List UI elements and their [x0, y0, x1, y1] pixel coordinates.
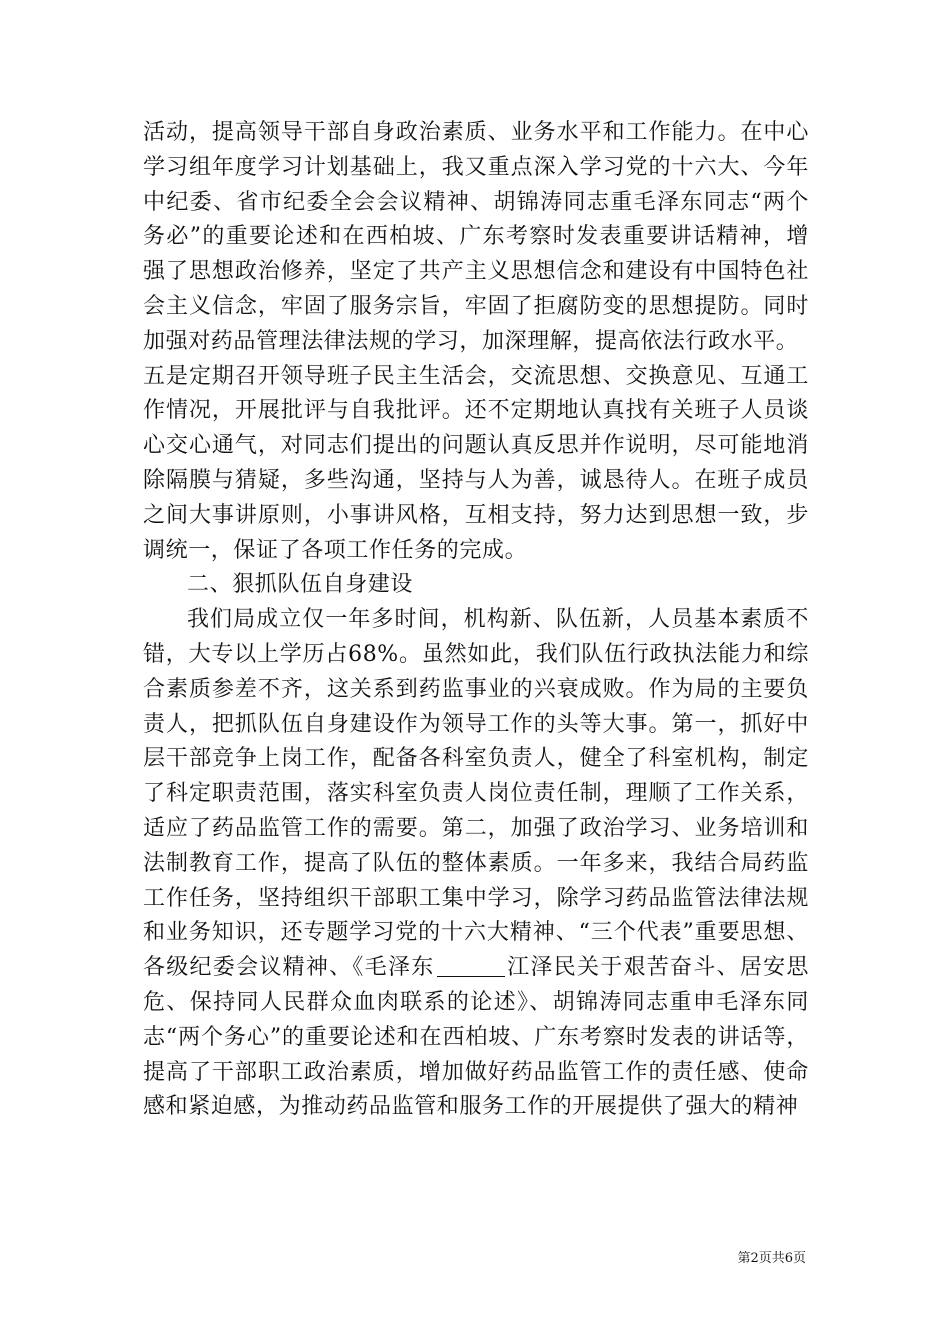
- paragraph-team-building: [143, 603, 809, 1125]
- section-heading-team-building: 二、狠抓队伍自身建设: [187, 572, 414, 598]
- page-number-footer: 第2页共6页: [737, 1251, 806, 1266]
- document-body: [143, 116, 809, 1125]
- paragraph-team-building-part-2: 江泽民关于艰苦奋斗、居安思危、保持同人民群众血肉联系的论述》、胡锦涛同志重申毛泽东同志“两个务心”的重要论述和在西柏坡、广东考察时发表的讲话等，提高了干部职工政治素质，增加做好药品监管工作的责任感、使命感和紧迫感，为推动药品监管和服务工作的开展提供了强大的精神: [143, 955, 809, 1120]
- paragraph-study-activities: 活动，提高领导干部自身政治素质、业务水平和工作能力。在中心学习组年度学习计划基础上，我又重点深入学习党的十六大、今年中纪委、省市纪委全会会议精神、胡锦涛同志重毛泽东同志“两个务必”的重要论述和在西柏坡、广东考察时发表重要讲话精神，增强了思想政治修养，坚定了共产主义思想信念和建设有中国特色社会主义信念，牢固了服务宗旨，牢固了拒腐防变的思想提防。同时加强对药品管理法律法规的学习，加深理解，提高依法行政水平。: [143, 120, 809, 354]
- blank-underline: [437, 956, 505, 977]
- paragraph-democratic-meeting: 五是定期召开领导班子民主生活会，交流思想、交换意见、互通工作情况，开展批评与自我批评。还不定期地认真找有关班子人员谈心交心通气，对同志们提出的问题认真反思并作说明，尽可能地消除隔膜与猜疑，多些沟通，坚持与人为善，诚恳待人。在班子成员之间大事讲原则，小事讲风格，互相支持，努力达到思想一致，步调统一，保证了各项工作任务的完成。: [143, 363, 809, 563]
- paragraph-team-building-part-1: 我们局成立仅一年多时间，机构新、队伍新，人员基本素质不错，大专以上学历占68%。虽然如此，我们队伍行政执法能力和综合素质参差不齐，这关系到药监事业的兴衰成败。作为局的主要负责人，把抓队伍自身建设作为领导工作的头等大事。第一，抓好中层干部竞争上岗工作，配备各科室负责人，健全了科室机构，制定了科定职责范围，落实科室负责人岗位责任制，理顺了工作关系，适应了药品监管工作的需要。第二，加强了政治学习、业务培训和法制教育工作，提高了队伍的整体素质。一年多来，我结合局药监工作任务，坚持组织干部职工集中学习，除学习药品监管法律法规和业务知识，还专题学习党的十六大精神、“三个代表”重要思想、各级纪委会议精神、《毛泽东: [143, 607, 809, 981]
